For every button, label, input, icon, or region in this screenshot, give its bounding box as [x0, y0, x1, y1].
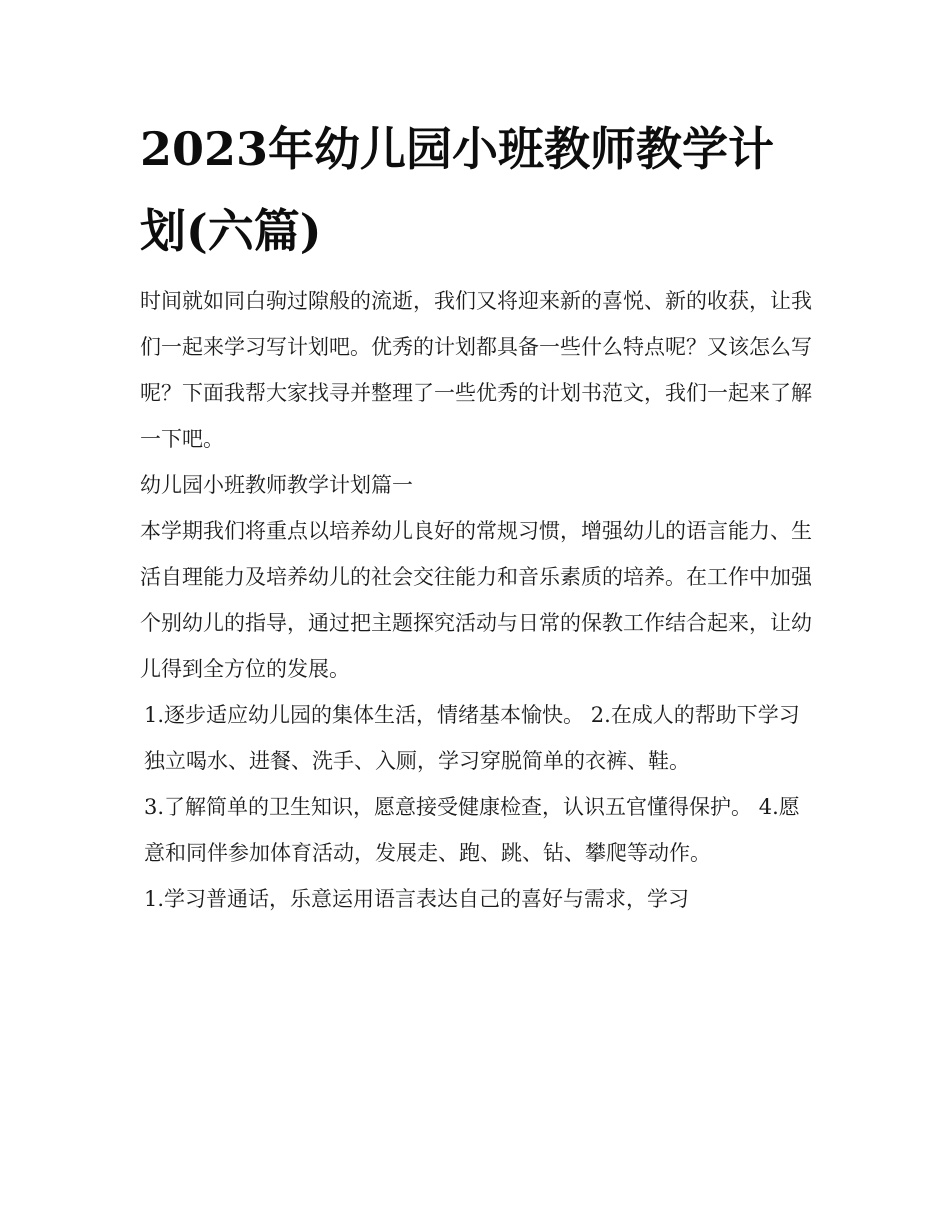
list-item: 1.逐步适应幼儿园的集体生活，情绪基本愉快。 2.在成人的帮助下学习独立喝水、进餐、洗手、入厕，学习穿脱简单的衣裤、鞋。	[144, 703, 800, 773]
list-item: 1.学习普通话，乐意运用语言表达自己的喜好与需求，学习	[144, 887, 690, 911]
document-body	[140, 278, 820, 922]
list-item: 3.了解简单的卫生知识，愿意接受健康检查，认识五官懂得保护。 4.愿意和同伴参加体育活动，发展走、跑、跳、钻、攀爬等动作。	[144, 795, 800, 865]
section-heading: 幼儿园小班教师教学计划篇一	[140, 473, 413, 497]
intro-paragraph: 时间就如同白驹过隙般的流逝，我们又将迎来新的喜悦、新的收获，让我们一起来学习写计划吧。优秀的计划都具备一些什么特点呢？又该怎么写呢？下面我帮大家找寻并整理了一些优秀的计划书范文，我们一起来了解一下吧。	[140, 289, 812, 451]
body-paragraph: 本学期我们将重点以培养幼儿良好的常规习惯，增强幼儿的语言能力、生活自理能力及培养幼儿的社会交往能力和音乐素质的培养。在工作中加强个别幼儿的指导，通过把主题探究活动与日常的保教工作结合起来，让幼儿得到全方位的发展。	[140, 519, 812, 681]
document-page	[140, 0, 820, 1229]
document-title: 2023年幼儿园小班教师教学计划(六篇)	[140, 122, 775, 258]
